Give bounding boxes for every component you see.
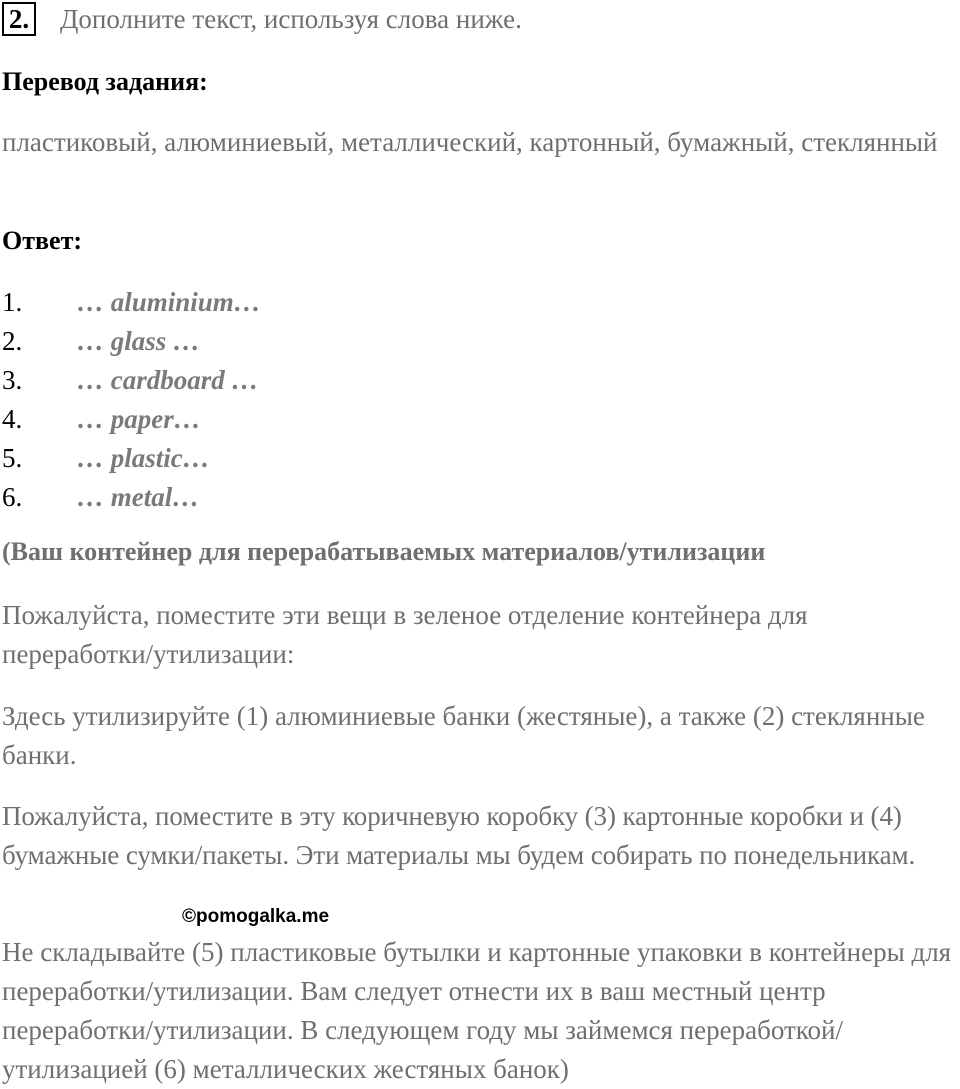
list-item: [2, 478, 261, 517]
list-item: [2, 400, 261, 439]
paragraph-3: Пожалуйста, поместите в эту коричневую коробку (3) картонные коробки и (4) бумажные сумки/пакеты. Эти материалы мы будем собирать по понедельникам.: [2, 801, 916, 870]
answer-word: … metal…: [77, 482, 200, 512]
translation-heading: Перевод задания:: [2, 67, 208, 96]
answer-word: … paper…: [77, 404, 201, 434]
task-number-badge: 2.: [2, 2, 36, 36]
answer-number: 4.: [2, 404, 23, 434]
answer-number: 1.: [2, 287, 23, 317]
answer-number: 2.: [2, 326, 23, 356]
task-line: [2, 2, 522, 36]
paragraph-4: Не складывайте (5) пластиковые бутылки и картонные упаковки в контейнеры для переработки/утилизации. Вам следует отнести их в ваш местный центр переработки/утилизации. В следующем году мы займемся переработкой/утилизацией (6) металлических жестяных банок): [2, 937, 952, 1084]
watermark-text: ©pomogalka.me: [182, 906, 330, 927]
answer-number: 3.: [2, 365, 23, 395]
answer-number: 6.: [2, 482, 23, 512]
list-item: [2, 361, 261, 400]
answer-list: [2, 283, 261, 517]
paragraph-1: Пожалуйста, поместите эти вещи в зеленое отделение контейнера для переработки/утилизации:: [2, 600, 808, 669]
list-item: [2, 322, 261, 361]
answer-word: … cardboard …: [77, 365, 259, 395]
answer-word: … aluminium…: [77, 287, 261, 317]
answer-word: … glass …: [77, 326, 201, 356]
answer-word: … plastic…: [77, 443, 210, 473]
list-item: [2, 439, 261, 478]
list-item: [2, 283, 261, 322]
answer-heading: Ответ:: [2, 226, 83, 255]
paragraph-2: Здесь утилизируйте (1) алюминиевые банки (жестяные), а также (2) стеклянные банки.: [2, 701, 925, 770]
task-instruction: Дополните текст, используя слова ниже.: [60, 3, 522, 34]
translation-text: пластиковый, алюминиевый, металлический, картонный, бумажный, стеклянный: [2, 127, 938, 157]
answer-number: 5.: [2, 443, 23, 473]
translation-title: (Ваш контейнер для перерабатываемых материалов/утилизации: [2, 537, 766, 566]
